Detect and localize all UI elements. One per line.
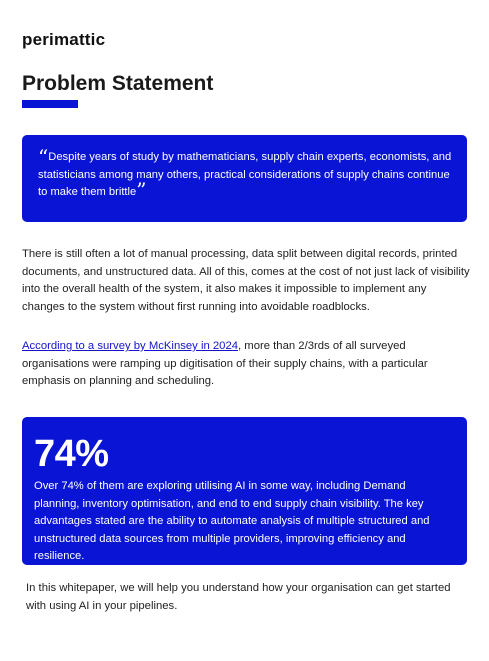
close-quote-icon: ”	[136, 178, 147, 202]
body-paragraph-2	[22, 338, 472, 391]
stat-description: Over 74% of them are exploring utilising AI in some way, including Demand planning, inventory optimisation, and end to end supply chain visibility. The key advantages stated are the ability to automate analysis of multiple structured and unstructured data sources from multiple providers, improving efficiency and resilience.	[34, 480, 430, 562]
quote-callout	[22, 135, 467, 222]
brand-logo: perimattic	[22, 30, 106, 49]
mckinsey-survey-link[interactable]: According to a survey by McKinsey in 2024	[22, 340, 239, 352]
stat-callout	[22, 417, 467, 565]
body-paragraph-1: There is still often a lot of manual processing, data split between digital records, printed documents, and unstructured data. All of this, comes at the cost of not just lack of visibility into the overall health of the system, it also makes it impossible to implement any changes to the system without first running into avoidable roadblocks.	[22, 248, 470, 313]
body-paragraph-3: In this whitepaper, we will help you understand how your organisation can get started with using AI in your pipelines.	[26, 582, 451, 612]
page-title: Problem Statement	[22, 72, 214, 95]
quote-text: Despite years of study by mathematicians, supply chain experts, economists, and statisticians among many others, practical considerations of supply chains continue to make them brittle	[38, 151, 452, 198]
paragraph-2-text: , more than 2/3rds of all surveyed organisations were ramping up digitisation of their supply chains, with a particular emphasis on planning and scheduling.	[22, 340, 428, 387]
open-quote-icon: “	[38, 145, 49, 169]
title-underline-bar	[22, 100, 78, 108]
stat-value: 74%	[34, 433, 109, 475]
